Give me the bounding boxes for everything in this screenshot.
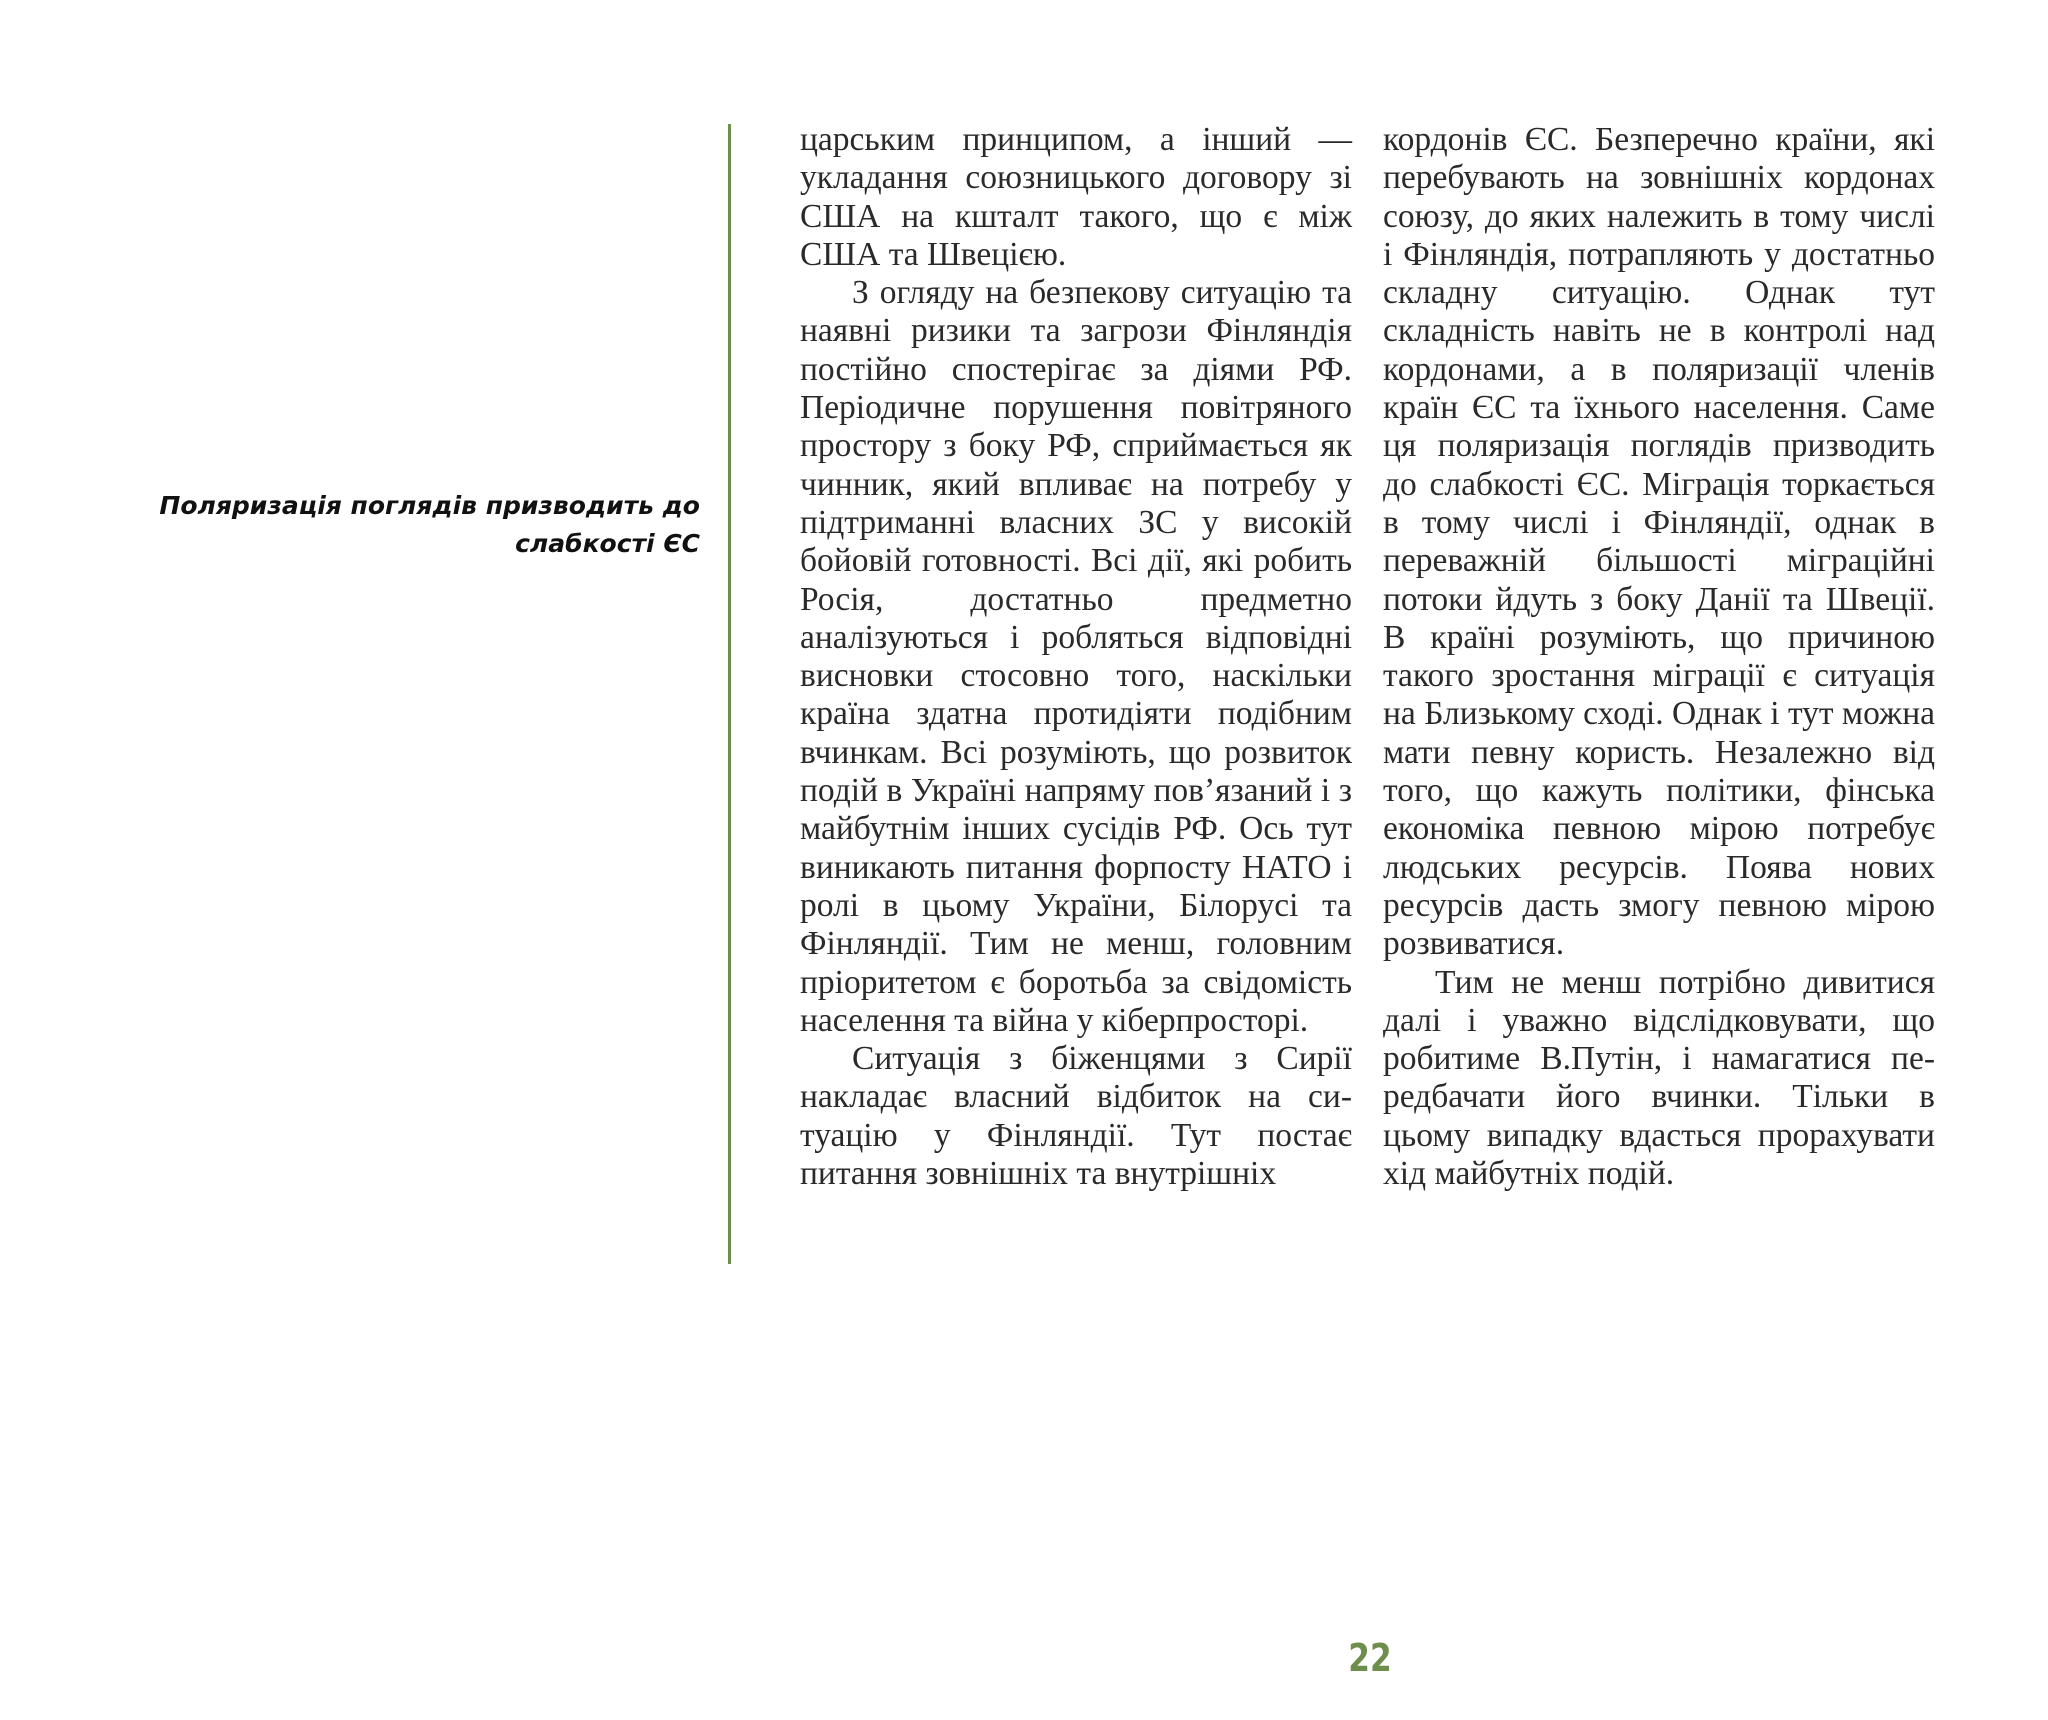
pull-quote: Поляризація поглядів призводить до слабкості ЄС [159, 491, 700, 558]
paragraph: З огляду на безпекову ситуацію та наявні ризики та загрози Фінляндія постійно спостерігає за діями РФ. Періодичне порушення повітряного простору з боку РФ, сприймається як чинник, який впливає на потребу у підтриманні власних ЗС у високій бойовій готовності. Всі дії, які робить Росія, достатньо предметно аналізуються і робляться відповідні висновки стосовно того, наскільки країна здатна протидіяти подібним вчинкам. Всі розуміють, що розвиток подій в Україні напряму пов’язаний і з майбутнім інших сусідів РФ. Ось тут виникають питання форпосту НАТО і ролі в цьому України, Білорусі та Фінляндії. Тим не менш, головним пріоритетом є боротьба за свідомість населення та війна у кіберпросторі. [800, 274, 1352, 1039]
paragraph: царським принципом, а інший — укладання союзницького договору зі США на кшталт такого, що є між США та Швецією. [800, 121, 1352, 273]
paragraph: кордонів ЄС. Безперечно країни, які перебувають на зовнішніх кордонах союзу, до яких належить в тому числі і Фінляндія, потрапляють у достатньо складну ситуацію. Однак тут складність навіть не в контролі над кордонами, а в поляризації членів країн ЄС та їхнього населення. Саме ця поляризація поглядів призводить до слабкості ЄС. Міграція торкається в тому числі і Фінляндії, однак в переважній більшості міграційні потоки йдуть з боку Данії та Швеції. В країні розуміють, що причиною такого зростання міграції є ситуація на Близькому сході. Однак і тут можна мати певну користь. Незалежно від того, що кажуть політики, фінська економіка певною мірою потребує людських ресурсів. Поява нових ресурсів дасть змогу певною мірою розвиватися. [1383, 121, 1935, 963]
paragraph: Тим не менш потрібно дивитися далі і уважно відслідковувати, що робитиме В.Путін, і намагатися передбачати його вчинки. Тільки в цьому випадку вдасться прорахувати хід майбутніх подій. [1383, 963, 1935, 1193]
text-column-right [1383, 121, 1935, 1193]
vertical-divider [728, 124, 731, 1264]
text-column-left [800, 121, 1352, 1193]
page-number: 22 [1348, 1636, 1392, 1680]
paragraph: Ситуація з біженцями з Сирії накладає власний відбиток на ситуацію у Фінляндії. Тут постає питання зовнішніх та внутрішніх [800, 1040, 1352, 1193]
